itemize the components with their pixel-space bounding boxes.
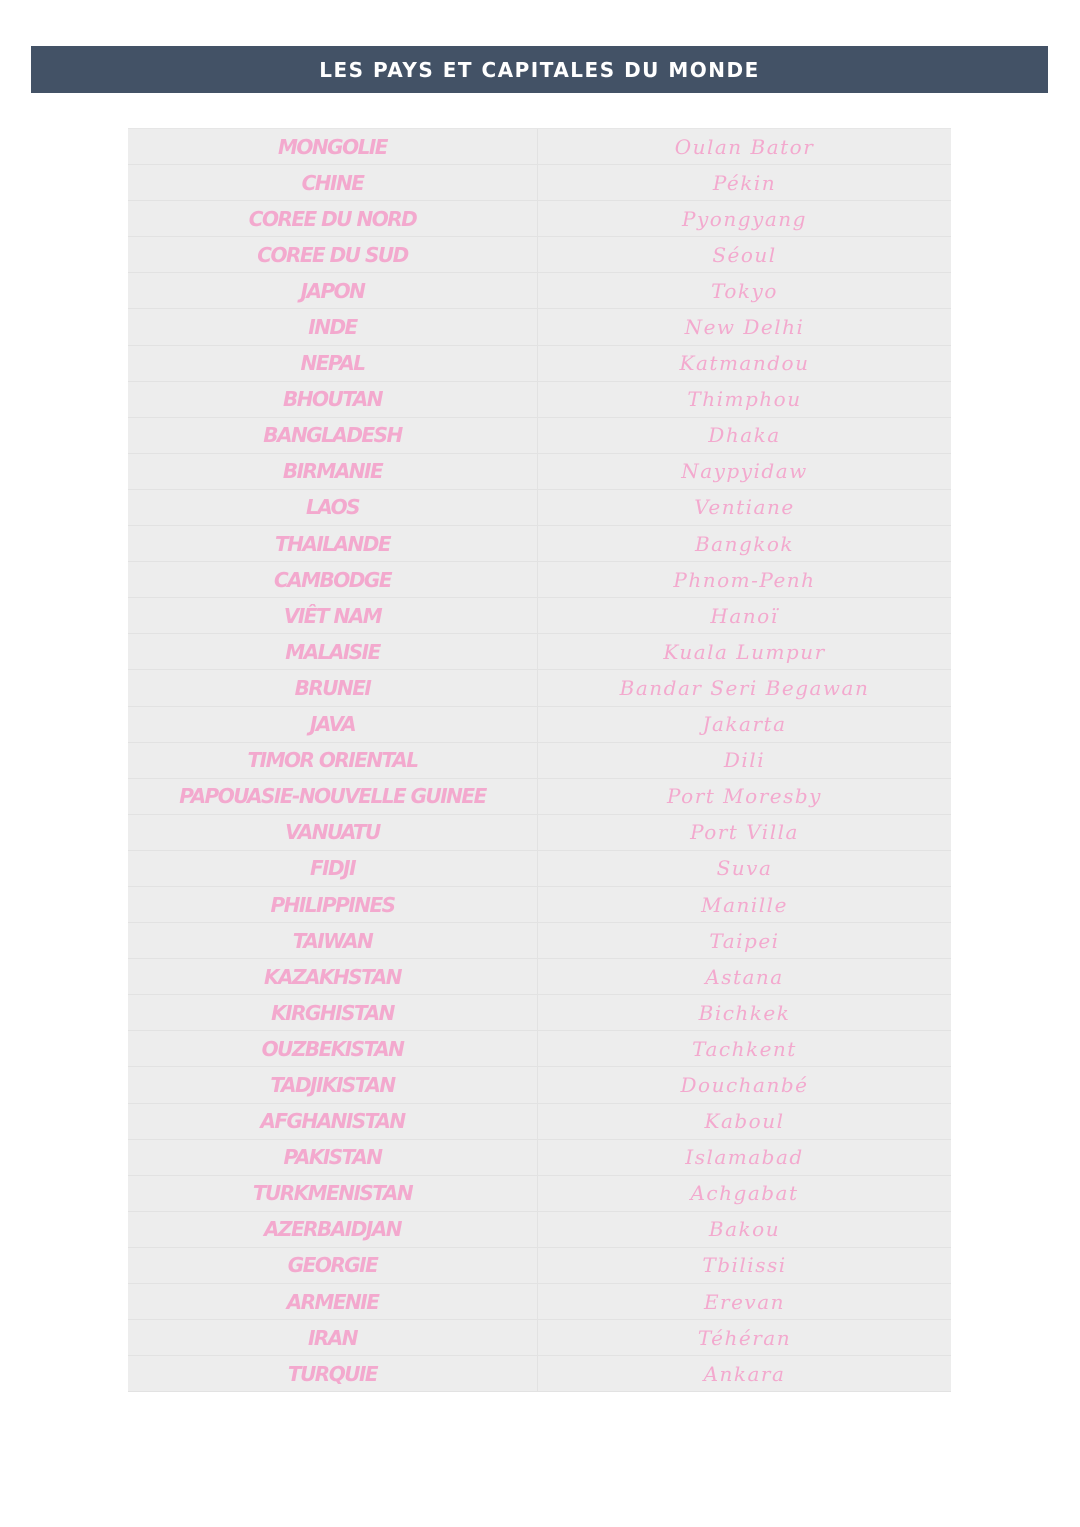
country-cell: VIÊT NAM [128,598,538,633]
capital-cell: Ankara [703,1361,786,1386]
capital-cell: Hanoï [710,603,779,628]
table-row [128,165,951,201]
capital-cell: Douchanbé [680,1072,809,1097]
table-row [128,815,951,851]
capital-cell: Pyongyang [682,206,807,231]
capital-cell: Bakou [708,1217,781,1242]
country-cell: JAPON [128,273,538,308]
capital-cell: Erevan [703,1289,786,1314]
table-row [128,1320,951,1356]
country-cell: TURKMENISTAN [128,1176,538,1211]
capital-cell: Islamabad [685,1145,804,1170]
country-cell: BANGLADESH [128,418,538,453]
table-row [128,1212,951,1248]
capital-cell: Bichkek [698,1000,791,1025]
capital-cell: Naypyidaw [681,459,808,484]
country-cell: ARMENIE [128,1284,538,1319]
table-row [128,1104,951,1140]
table-row [128,1248,951,1284]
capital-cell: Tokyo [711,278,778,303]
capital-cell: Port Villa [690,820,799,845]
capital-cell: Manille [701,892,788,917]
country-cell: FIDJI [128,851,538,886]
country-cell: JAVA [128,707,538,742]
capital-cell: Bangkok [694,531,795,556]
capital-cell: Téhéran [697,1325,792,1350]
capital-cell: Thimphou [687,387,802,412]
table-row [128,707,951,743]
country-cell: GEORGIE [128,1248,538,1283]
capital-cell: Tbilissi [702,1253,787,1278]
table-row [128,634,951,670]
capital-cell: Taipei [709,928,780,953]
table-row [128,237,951,273]
table-row [128,923,951,959]
table-row [128,887,951,923]
table-row [128,1176,951,1212]
country-cell: PAPOUASIE-NOUVELLE GUINEE [128,779,538,814]
table-row [128,1356,951,1392]
capital-cell: Pékin [712,170,777,195]
country-cell: MALAISIE [128,634,538,669]
table-row [128,454,951,490]
table-row [128,129,951,165]
table-row [128,670,951,706]
country-cell: AFGHANISTAN [128,1104,538,1139]
capital-cell: Kaboul [704,1109,785,1134]
country-cell: CAMBODGE [128,562,538,597]
capital-cell: Phnom-Penh [673,567,816,592]
table-row [128,959,951,995]
countries-capitals-table [128,128,951,1392]
table-row [128,1031,951,1067]
table-row [128,995,951,1031]
table-row [128,201,951,237]
capital-cell: Achgabat [690,1181,799,1206]
capital-cell: Katmandou [679,351,810,376]
table-row [128,309,951,345]
capital-cell: New Delhi [684,315,805,340]
country-cell: INDE [128,309,538,344]
country-cell: BIRMANIE [128,454,538,489]
table-row [128,598,951,634]
capital-cell: Bandar Seri Begawan [619,675,870,700]
capital-cell: Suva [716,856,773,881]
country-cell: MONGOLIE [128,129,538,164]
table-row [128,1284,951,1320]
table-row [128,346,951,382]
country-cell: PAKISTAN [128,1140,538,1175]
country-cell: COREE DU SUD [128,237,538,272]
country-cell: CHINE [128,165,538,200]
country-cell: TADJIKISTAN [128,1067,538,1102]
table-row [128,273,951,309]
country-cell: KAZAKHSTAN [128,959,538,994]
capital-cell: Port Moresby [667,784,822,809]
capital-cell: Tachkent [692,1036,797,1061]
table-row [128,779,951,815]
country-cell: AZERBAIDJAN [128,1212,538,1247]
country-cell: VANUATU [128,815,538,850]
table-row [128,1067,951,1103]
country-cell: BRUNEI [128,670,538,705]
country-cell: LAOS [128,490,538,525]
table-row [128,526,951,562]
table-row [128,851,951,887]
country-cell: KIRGHISTAN [128,995,538,1030]
country-cell: BHOUTAN [128,382,538,417]
capital-cell: Oulan Bator [674,134,815,159]
country-cell: PHILIPPINES [128,887,538,922]
country-cell: COREE DU NORD [128,201,538,236]
capital-cell: Séoul [712,242,777,267]
country-cell: IRAN [128,1320,538,1355]
capital-cell: Astana [705,964,784,989]
country-cell: TIMOR ORIENTAL [128,743,538,778]
capital-cell: Ventiane [694,495,795,520]
country-cell: NEPAL [128,346,538,381]
table-row [128,1140,951,1176]
country-cell: TAIWAN [128,923,538,958]
country-cell: OUZBEKISTAN [128,1031,538,1066]
capital-cell: Dhaka [708,423,781,448]
table-row [128,743,951,779]
country-cell: TURQUIE [128,1356,538,1391]
table-row [128,562,951,598]
table-row [128,490,951,526]
table-row [128,418,951,454]
table-row [128,382,951,418]
capital-cell: Jakarta [702,712,787,737]
country-cell: THAILANDE [128,526,538,561]
capital-cell: Dili [723,748,766,773]
capital-cell: Kuala Lumpur [663,639,826,664]
page-title: LES PAYS ET CAPITALES DU MONDE [31,46,1048,93]
